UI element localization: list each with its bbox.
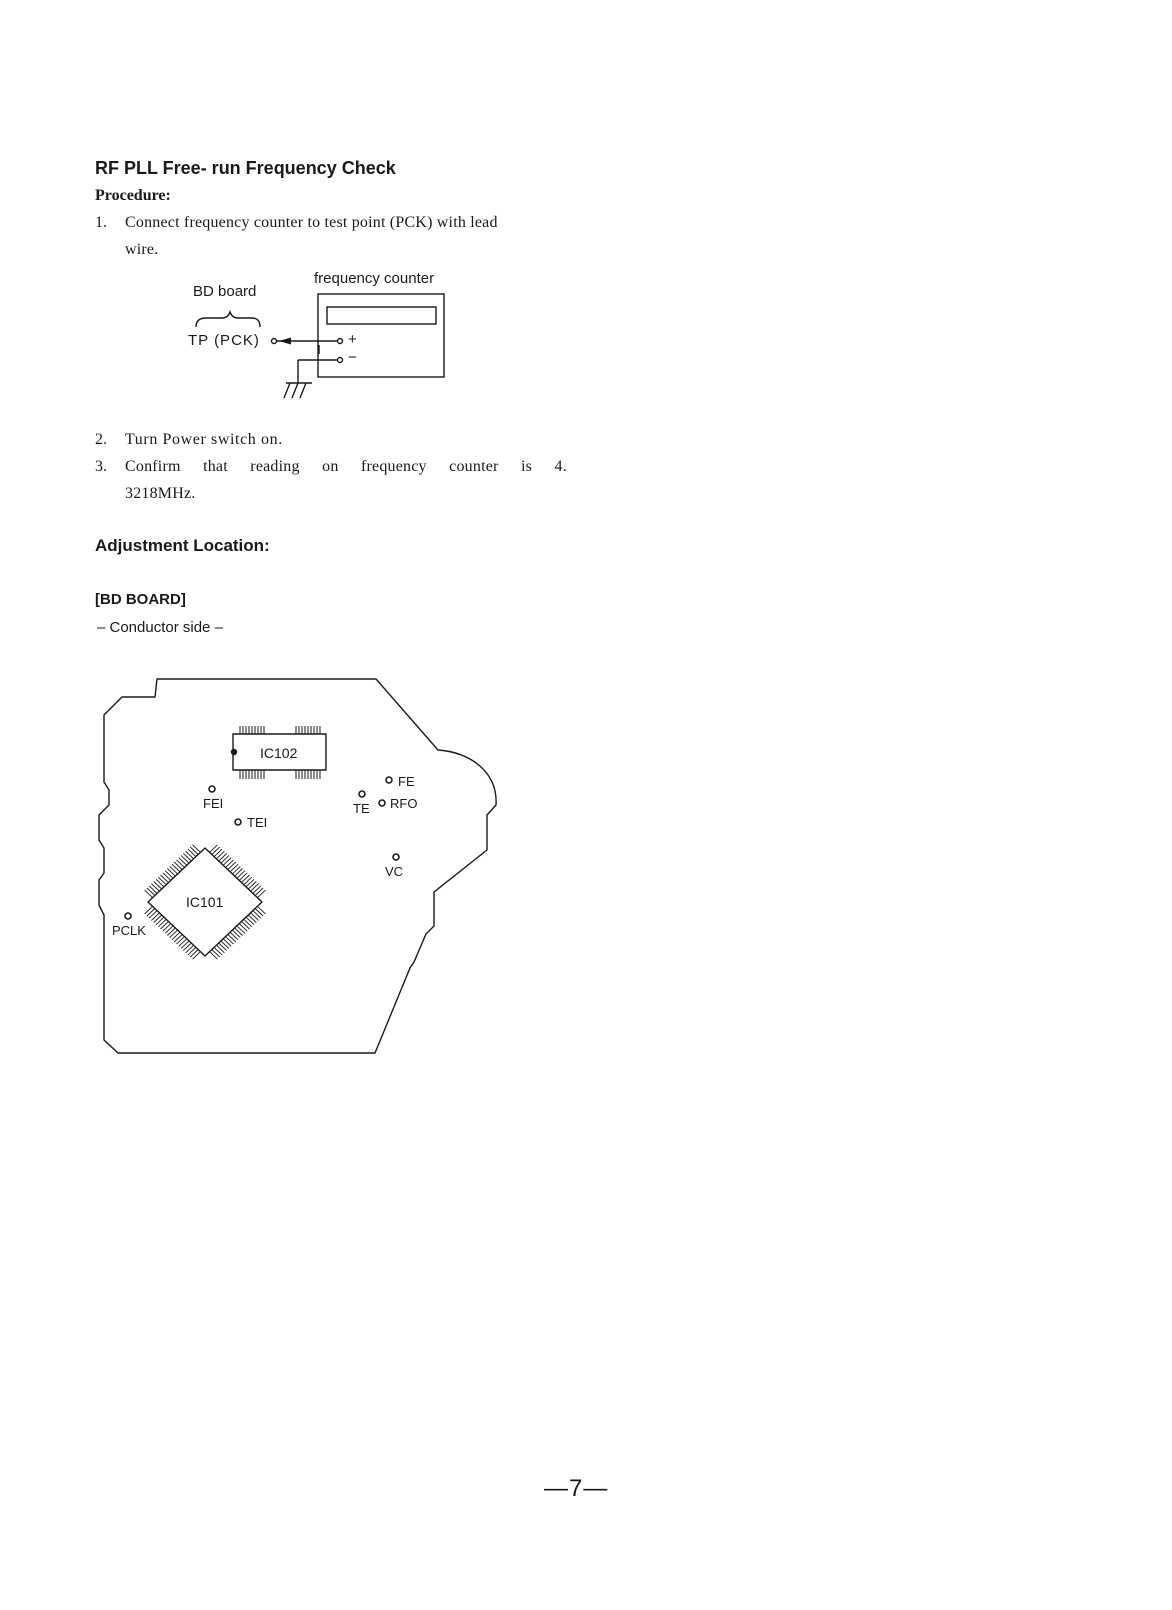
board-brace xyxy=(196,312,260,327)
ic101-pin xyxy=(174,862,182,870)
bd-board-diagram xyxy=(90,670,510,1065)
plus-terminal-circle xyxy=(338,339,343,344)
ic101-pin xyxy=(257,906,265,914)
bd-board-label: BD board xyxy=(193,283,257,300)
step-3-word: counter xyxy=(449,458,499,475)
ic101-pin xyxy=(228,934,236,942)
ic101-pin xyxy=(242,875,250,883)
ic101-pin xyxy=(221,941,229,949)
ic102-label: IC102 xyxy=(260,745,298,761)
ic101-pin xyxy=(219,943,227,951)
step-3-continuation: 3218MHz. xyxy=(125,485,196,502)
rfo-test-point-icon xyxy=(379,800,385,806)
test-point-circle xyxy=(272,339,277,344)
ic101-pin xyxy=(161,875,169,883)
ic101-pin xyxy=(251,913,259,921)
ic101-pin xyxy=(232,866,240,874)
ic101-pin xyxy=(237,926,245,934)
step-2-number: 2. xyxy=(95,431,107,448)
step-3-word: on xyxy=(322,458,339,475)
ic101-pin xyxy=(214,947,222,955)
ic101-pin xyxy=(239,924,247,932)
ic101-pin xyxy=(147,888,155,896)
ic101-pin xyxy=(230,932,238,940)
ic101-pin xyxy=(223,939,231,947)
ic101-pin xyxy=(149,911,157,919)
ic101-pin xyxy=(253,911,261,919)
ic101-pin xyxy=(248,882,256,890)
adjustment-heading: Adjustment Location: xyxy=(95,536,270,555)
ic101-pin xyxy=(145,906,153,914)
ic101-pin xyxy=(257,890,265,898)
ic101-pin xyxy=(242,921,250,929)
ic101-pin xyxy=(181,856,189,864)
ic101-pin xyxy=(190,950,198,958)
ic101-pin xyxy=(179,858,187,866)
ic101-pin xyxy=(151,913,159,921)
ic101-pin xyxy=(248,915,256,923)
ic101-pin xyxy=(145,890,153,898)
ic101-pin xyxy=(226,860,234,868)
ic101-pin xyxy=(212,950,220,958)
fei-test-point-icon xyxy=(209,786,215,792)
rfo-label: RFO xyxy=(390,796,418,811)
ic101-pin xyxy=(219,853,227,861)
ic101-pin xyxy=(149,886,157,894)
ic101-pin xyxy=(212,847,220,855)
arrowhead xyxy=(279,338,291,345)
ic101-pin xyxy=(147,909,155,917)
step-1-continuation: wire. xyxy=(125,241,159,258)
step-2-text: Turn Power switch on. xyxy=(125,431,283,448)
te-test-point-icon xyxy=(359,791,365,797)
page-number: —7— xyxy=(544,1475,609,1502)
step-1-text: Connect frequency counter to test point (PCK) with lead xyxy=(125,214,498,231)
ic101-pin xyxy=(210,845,218,853)
step-3-text xyxy=(125,458,567,476)
connection-diagram xyxy=(180,290,470,405)
ic101-pin xyxy=(253,886,261,894)
step-3-word: reading xyxy=(250,458,300,475)
ic101-pin xyxy=(246,879,254,887)
step-3-number: 3. xyxy=(95,458,107,475)
ic101-pin xyxy=(237,871,245,879)
minus-terminal-label: − xyxy=(348,349,357,366)
ic101-pin xyxy=(235,928,243,936)
ic101-pin xyxy=(163,873,171,881)
ic102-pin1-marker xyxy=(231,749,237,755)
ic101-pin xyxy=(232,930,240,938)
ic101-pin xyxy=(172,932,180,940)
ic101-pin xyxy=(193,952,201,960)
ic101-pin xyxy=(230,864,238,872)
ic101-pin xyxy=(156,879,164,887)
step-3-word: Confirm xyxy=(125,458,181,475)
ic101-pin xyxy=(183,943,191,951)
ic101-pin xyxy=(246,917,254,925)
ic101-pin xyxy=(163,924,171,932)
ic101-pin xyxy=(165,871,173,879)
ic101-pin xyxy=(172,864,180,872)
ic101-pin xyxy=(193,845,201,853)
ic101-pin xyxy=(158,877,166,885)
step-3-word: 4. xyxy=(554,458,567,475)
ic101-pin xyxy=(174,934,182,942)
ic101-pin xyxy=(186,851,194,859)
ic101-pin xyxy=(156,917,164,925)
ic101-pin xyxy=(181,941,189,949)
ic101-pin xyxy=(154,915,162,923)
pclk-label: PCLK xyxy=(112,923,146,938)
ic101-pin xyxy=(151,884,159,892)
board-heading: [BD BOARD] xyxy=(95,591,186,608)
ic101-pin xyxy=(255,888,263,896)
ic101-pin xyxy=(255,909,263,917)
ic101-pin xyxy=(235,869,243,877)
ic101-pin xyxy=(239,873,247,881)
ic101-pin xyxy=(190,847,198,855)
ic101-pin xyxy=(216,945,224,953)
ic101-pin xyxy=(167,869,175,877)
te-label: TE xyxy=(353,801,370,816)
ic101-pin xyxy=(244,919,252,927)
board-outline xyxy=(99,679,496,1053)
ic101-pin xyxy=(170,930,178,938)
tei-test-point-icon xyxy=(235,819,241,825)
minus-terminal-circle xyxy=(338,358,343,363)
pclk-test-point-icon xyxy=(125,913,131,919)
test-point-label: TP (PCK) xyxy=(188,332,260,349)
ic101-pin xyxy=(216,851,224,859)
ic101-label: IC101 xyxy=(186,894,224,910)
ic101-pin xyxy=(251,884,259,892)
plus-terminal-label: + xyxy=(348,331,357,348)
step-1-number: 1. xyxy=(95,214,107,231)
ic101-pin xyxy=(170,866,178,874)
ic101-pin xyxy=(158,919,166,927)
ic101-pin xyxy=(154,882,162,890)
ic101-pin xyxy=(244,877,252,885)
ic101-pin xyxy=(214,849,222,857)
ic101-pin xyxy=(165,926,173,934)
frequency-counter-label: frequency counter xyxy=(314,270,435,287)
ic101-pin xyxy=(161,921,169,929)
ic101-pin xyxy=(167,928,175,936)
fei-label: FEI xyxy=(203,796,224,811)
procedure-heading: Procedure: xyxy=(95,187,171,204)
ic101-pin xyxy=(188,947,196,955)
step-3-word: that xyxy=(203,458,228,475)
ic101-pin xyxy=(183,853,191,861)
ic101-pin xyxy=(177,937,185,945)
ic101-pin xyxy=(177,860,185,868)
vc-label: VC xyxy=(385,864,404,879)
ic101-pin xyxy=(188,849,196,857)
step-3-word: frequency xyxy=(360,458,427,475)
ic101-pin xyxy=(179,939,187,947)
conductor-side-label: – Conductor side – xyxy=(97,619,223,636)
tei-label: TEI xyxy=(247,815,268,830)
ic101-pin xyxy=(186,945,194,953)
ic101-pin xyxy=(221,856,229,864)
ic101-pin xyxy=(226,937,234,945)
step-3-word: is xyxy=(521,458,533,475)
ic101-pin xyxy=(210,952,218,960)
vc-test-point-icon xyxy=(393,854,399,860)
ic101-pin xyxy=(223,858,231,866)
fe-test-point-icon xyxy=(386,777,392,783)
fe-label: FE xyxy=(398,774,415,789)
ic101-pin xyxy=(228,862,236,870)
counter-display xyxy=(327,307,436,324)
section-title: RF PLL Free- run Frequency Check xyxy=(95,158,396,178)
